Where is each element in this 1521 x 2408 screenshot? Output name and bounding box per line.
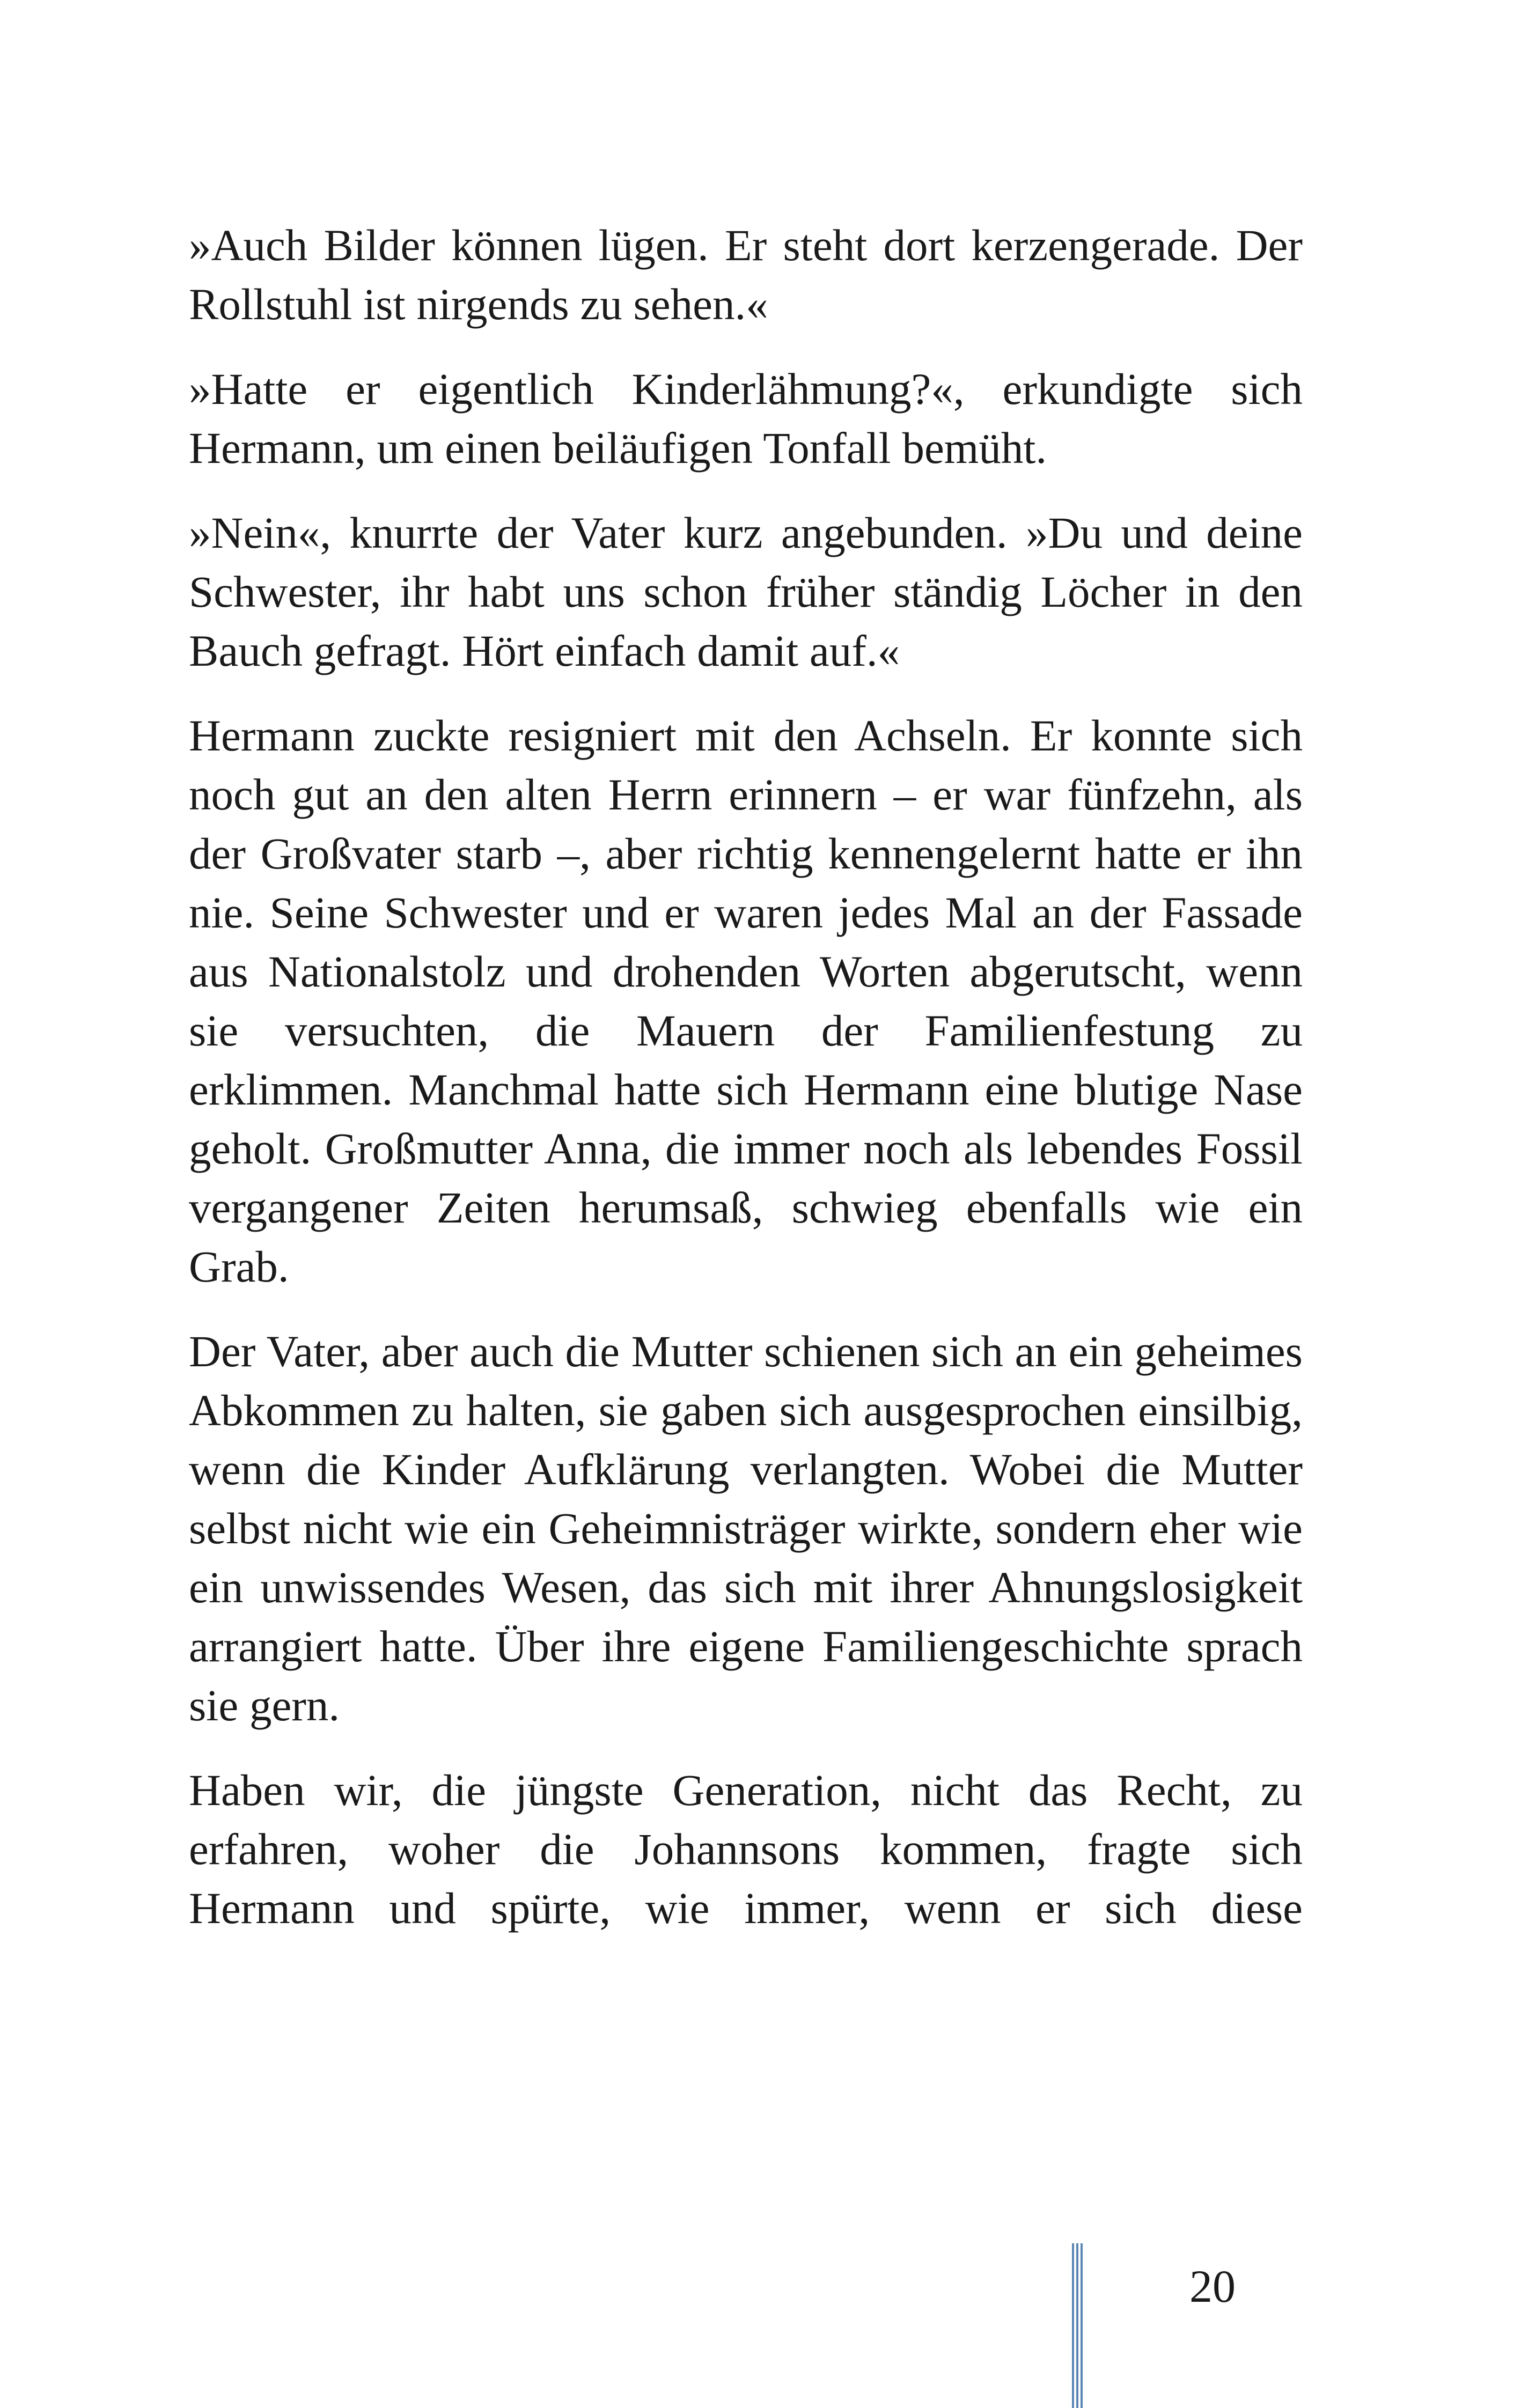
paragraph-2: »Hatte er eigentlich Kinderlähmung?«, erkundigte sich Hermann, um einen beiläufigen Tonfall bemüht.: [189, 364, 1303, 473]
page-number: 20: [1189, 2260, 1236, 2312]
paragraph-6: Haben wir, die jüngste Generation, nicht das Recht, zu erfahren, woher die Johannsons kommen, fragte sich Hermann und spürte, wie immer, wenn er sich diese: [189, 1765, 1303, 1933]
paragraph-4: Hermann zuckte resigniert mit den Achseln. Er konnte sich noch gut an den alten Herrn erinnern – er war fünfzehn, als der Großvater starb –, aber richtig kennengelernt hatte er ihn nie. Seine Schwester und er waren jedes Mal an der Fassade aus Nationalstolz und drohenden Worten abgerutscht, wenn sie versuchten, die Mauern der Familienfestung zu erklimmen. Manchmal hatte sich Hermann eine blutige Nase geholt. Großmutter Anna, die immer noch als lebendes Fossil vergangener Zeiten herumsaß, schwieg ebenfalls wie ein Grab.: [189, 711, 1303, 1291]
page-body-text: [189, 216, 1303, 1963]
paragraph-5: Der Vater, aber auch die Mutter schienen sich an ein geheimes Abkommen zu halten, sie gaben sich ausgesprochen einsilbig, wenn die Kinder Aufklärung verlangten. Wobei die Mutter selbst nicht wie ein Geheimnisträger wirkte, sondern eher wie ein unwissendes Wesen, das sich mit ihrer Ahnungslosigkeit arrangiert hatte. Über ihre eigene Familiengeschichte sprach sie gern.: [189, 1327, 1303, 1730]
footer-rule-line-2: [1076, 2243, 1078, 2408]
footer-rule-line-3: [1081, 2243, 1083, 2408]
paragraph-3: »Nein«, knurrte der Vater kurz angebunden. »Du und deine Schwester, ihr habt uns schon früher ständig Löcher in den Bauch gefragt. Hört einfach damit auf.«: [189, 508, 1303, 675]
paragraph-1: »Auch Bilder können lügen. Er steht dort kerzengerade. Der Rollstuhl ist nirgends zu sehen.«: [189, 220, 1303, 329]
footer-rule-line-1: [1072, 2243, 1074, 2408]
